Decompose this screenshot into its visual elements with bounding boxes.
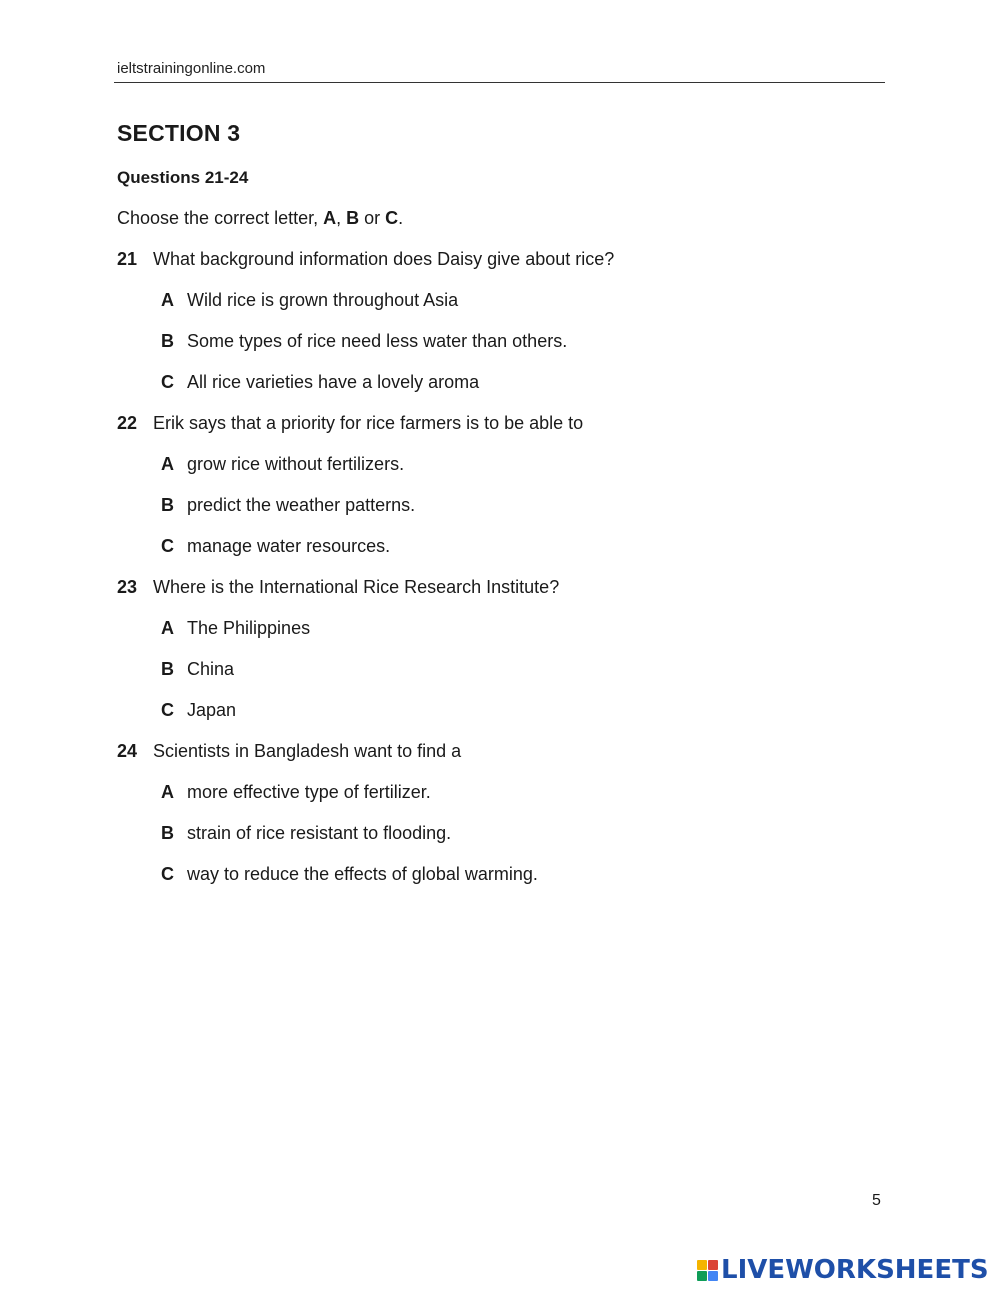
question-23-option-a[interactable] xyxy=(161,618,310,639)
site-header: ieltstrainingonline.com xyxy=(117,60,266,77)
option-letter: A xyxy=(161,290,174,310)
section-title: SECTION 3 xyxy=(117,120,241,146)
option-text: China xyxy=(187,659,235,679)
question-text: What background information does Daisy give about rice? xyxy=(153,249,615,269)
questions-range: Questions 21-24 xyxy=(117,168,249,187)
instruction xyxy=(117,208,403,229)
instruction-sep-2: or xyxy=(359,208,386,228)
option-text: more effective type of fertilizer. xyxy=(187,782,431,802)
option-letter: B xyxy=(161,331,174,351)
option-text: predict the weather patterns. xyxy=(187,495,416,515)
option-letter: C xyxy=(161,536,174,556)
option-letter: C xyxy=(161,700,174,720)
instruction-letter-b: B xyxy=(346,208,360,228)
question-21 xyxy=(117,249,614,270)
question-number: 23 xyxy=(117,577,138,597)
option-letter: C xyxy=(161,372,174,392)
question-24 xyxy=(117,741,461,762)
option-letter: A xyxy=(161,782,174,802)
question-21-option-b[interactable] xyxy=(161,331,567,352)
option-letter: A xyxy=(161,618,174,638)
instruction-suffix: . xyxy=(398,208,404,228)
logo-block xyxy=(697,1271,707,1281)
page-number: 5 xyxy=(872,1192,881,1209)
instruction-sep-1: , xyxy=(336,208,347,228)
liveworksheets-logo[interactable] xyxy=(697,1255,989,1285)
logo-text: LIVEWORKSHEETS xyxy=(721,1255,989,1285)
question-number: 24 xyxy=(117,741,138,761)
question-24-option-a[interactable] xyxy=(161,782,431,803)
instruction-letter-c: C xyxy=(385,208,399,228)
question-22-option-a[interactable] xyxy=(161,454,404,475)
logo-blocks-icon xyxy=(697,1260,718,1281)
question-21-option-a[interactable] xyxy=(161,290,458,311)
option-text: Japan xyxy=(187,700,237,720)
option-text: The Philippines xyxy=(187,618,311,638)
option-text: All rice varieties have a lovely aroma xyxy=(187,372,480,392)
header-divider xyxy=(114,82,885,83)
option-letter: B xyxy=(161,495,174,515)
question-23-option-b[interactable] xyxy=(161,659,234,680)
option-text: grow rice without fertilizers. xyxy=(187,454,405,474)
question-text: Where is the International Rice Research Institute? xyxy=(153,577,560,597)
question-23 xyxy=(117,577,559,598)
question-23-option-c[interactable] xyxy=(161,700,236,721)
instruction-prefix: Choose the correct letter, xyxy=(117,208,324,228)
logo-block xyxy=(708,1260,718,1270)
question-21-option-c[interactable] xyxy=(161,372,479,393)
question-number: 21 xyxy=(117,249,138,269)
question-text: Scientists in Bangladesh want to find a xyxy=(153,741,462,761)
option-letter: B xyxy=(161,823,174,843)
option-letter: A xyxy=(161,454,174,474)
logo-block xyxy=(697,1260,707,1270)
option-letter: B xyxy=(161,659,174,679)
question-24-option-c[interactable] xyxy=(161,864,538,885)
option-text: strain of rice resistant to flooding. xyxy=(187,823,452,843)
instruction-letter-a: A xyxy=(323,208,337,228)
option-letter: C xyxy=(161,864,174,884)
question-22-option-c[interactable] xyxy=(161,536,390,557)
logo-block xyxy=(708,1271,718,1281)
option-text: Wild rice is grown throughout Asia xyxy=(187,290,459,310)
question-24-option-b[interactable] xyxy=(161,823,451,844)
question-22 xyxy=(117,413,583,434)
question-number: 22 xyxy=(117,413,138,433)
option-text: Some types of rice need less water than others. xyxy=(187,331,568,351)
question-text: Erik says that a priority for rice farmers is to be able to xyxy=(153,413,584,433)
option-text: manage water resources. xyxy=(187,536,391,556)
question-22-option-b[interactable] xyxy=(161,495,415,516)
option-text: way to reduce the effects of global warming. xyxy=(187,864,538,884)
